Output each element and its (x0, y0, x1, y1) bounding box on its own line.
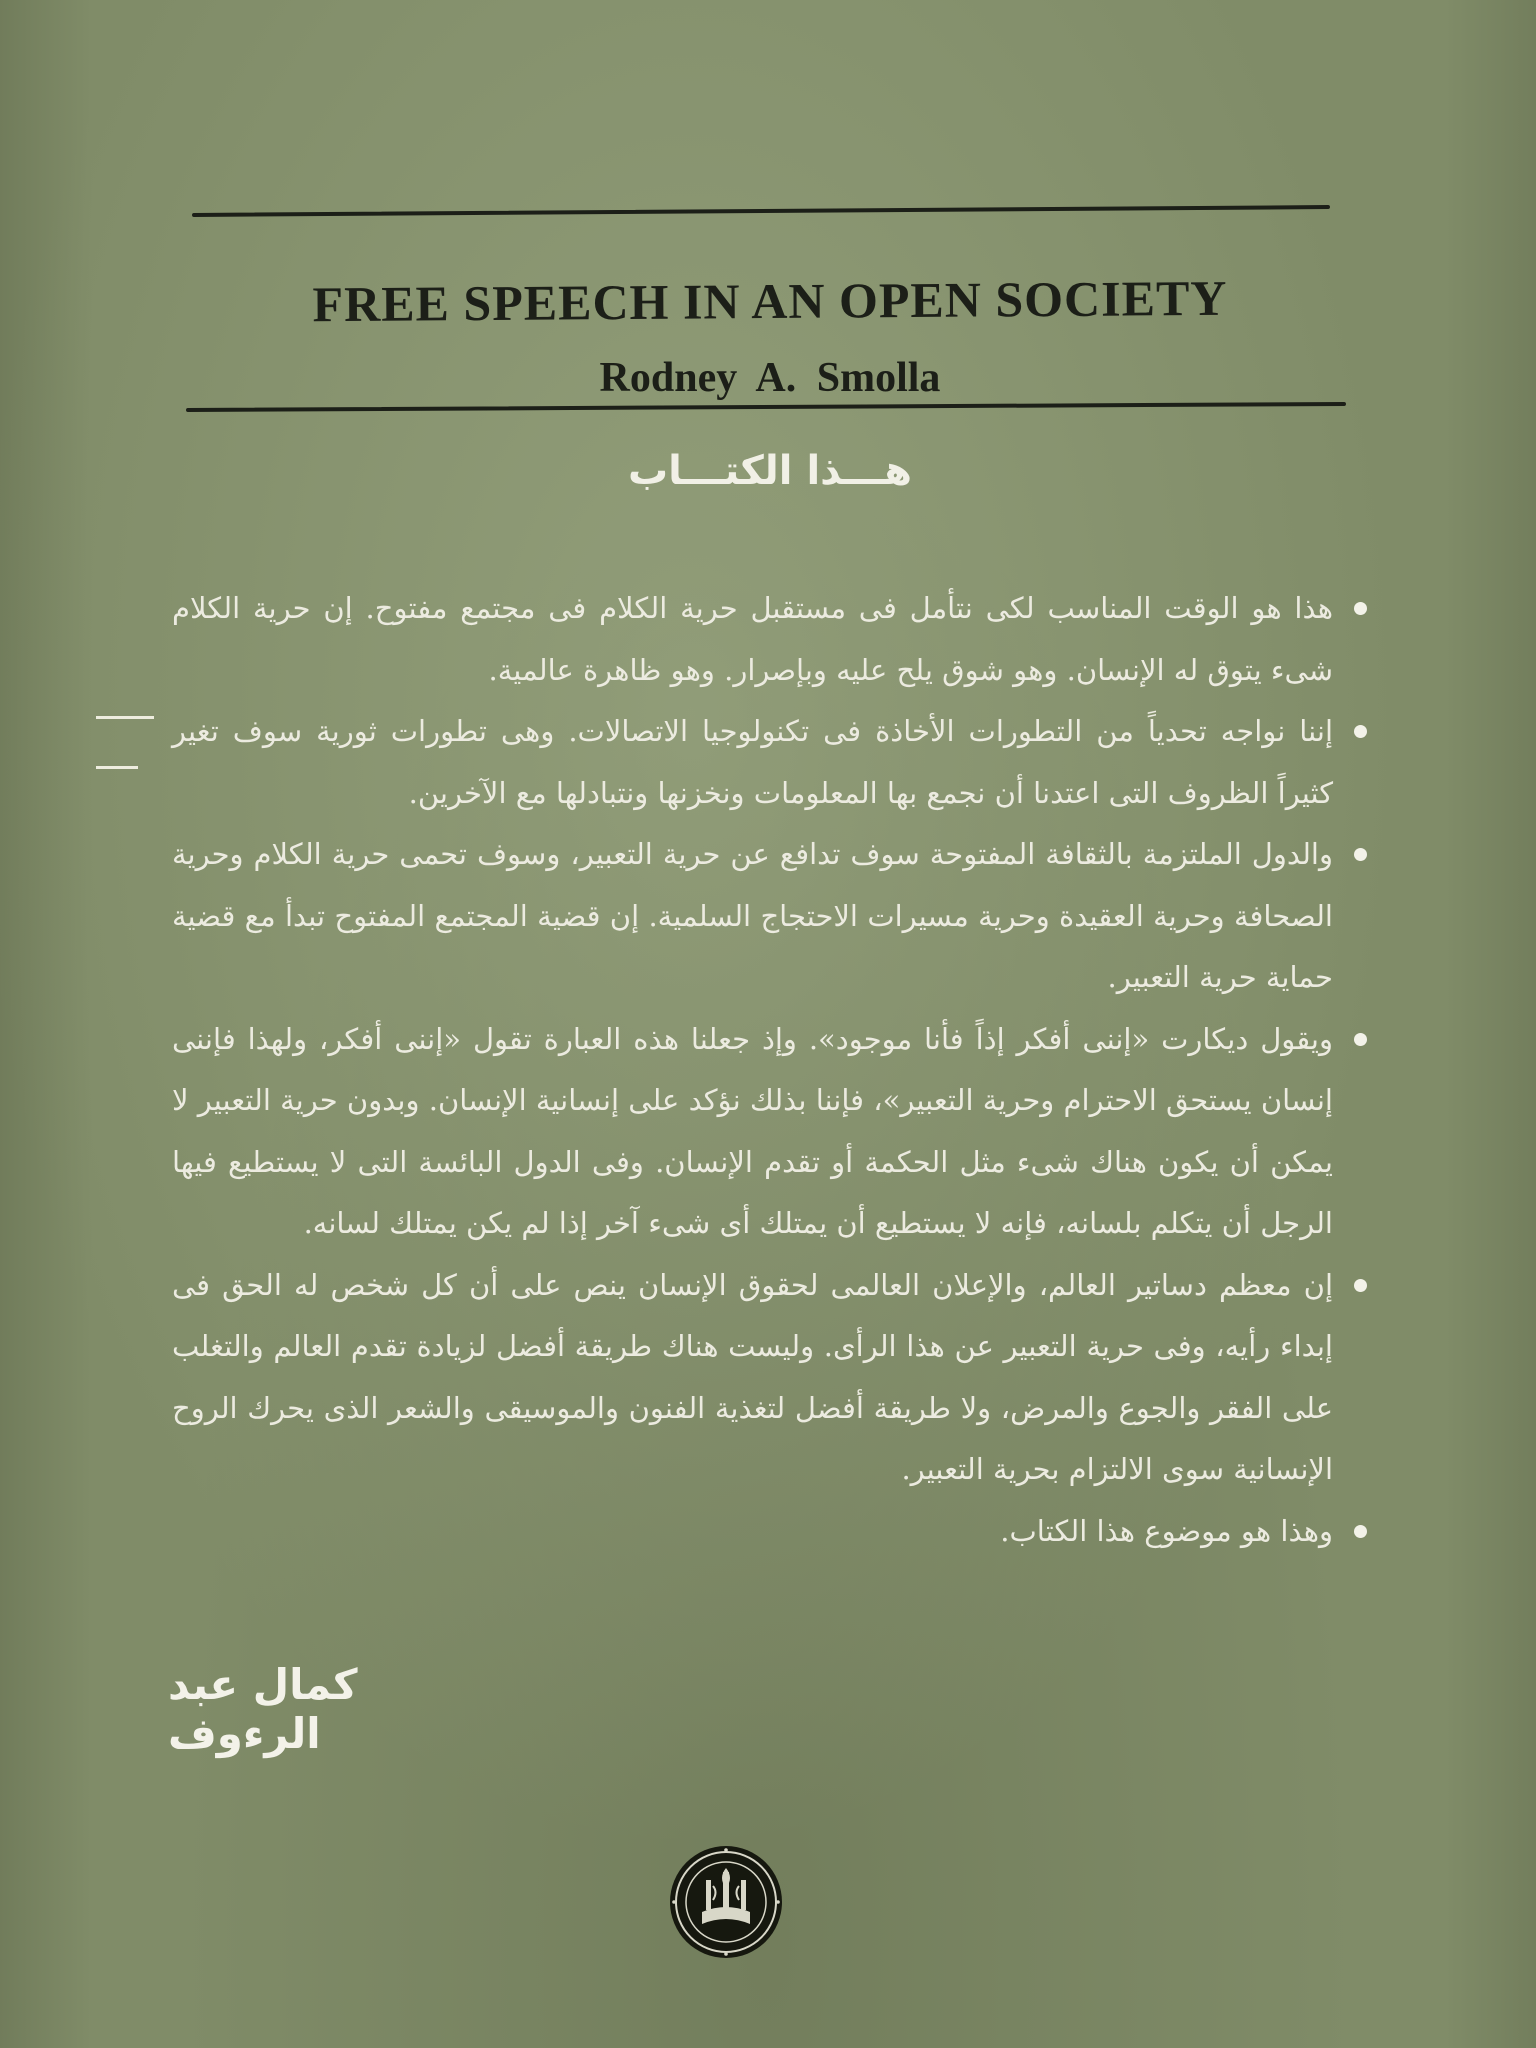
paragraph-text: والدول الملتزمة بالثقافة المفتوحة سوف تدافع عن حرية التعبير، وسوف تحمى حرية الكلام وحرية الصحافة وحرية العقيدة وحرية مسيرات الاحتجاج السلمية. إن قضية المجتمع المفتوح تبدأ مع قضية حماية حرية التعبير. (172, 837, 1333, 994)
paragraph-text: هذا هو الوقت المناسب لكى نتأمل فى مستقبل حرية الكلام فى مجتمع مفتوح. إن حرية الكلام شىء يتوق له الإنسان. وهو شوق يلح عليه وبإصرار. وهو ظاهرة عالمية. (172, 591, 1333, 687)
description-paragraph (172, 701, 1367, 824)
publisher-seal-icon (666, 1842, 786, 1962)
top-rule (192, 205, 1330, 217)
description-paragraph (172, 1009, 1367, 1255)
english-author: Rodney A. Smolla (599, 355, 941, 401)
margin-mark (96, 716, 154, 719)
margin-mark (96, 766, 138, 769)
bottom-rule (186, 402, 1346, 412)
description-paragraph (172, 578, 1367, 701)
english-title: FREE SPEECH IN AN OPEN SOCIETY (312, 269, 1228, 333)
description-paragraph (172, 1255, 1367, 1501)
description-body (172, 578, 1367, 1562)
bullet-icon (1354, 1033, 1367, 1046)
paragraph-text: ويقول ديكارت «إننى أفكر إذاً فأنا موجود». وإذ جعلنا هذه العبارة تقول «إننى أفكر، ولهذا فإننى إنسان يستحق الاحترام وحرية التعبير»، فإننا بذلك نؤكد على إنسانية الإنسان. وبدون حرية التعبير لا يمكن أن يكون هناك شىء مثل الحكمة أو تقدم الإنسان. وفى الدول البائسة التى لا يستطيع فيها الرجل أن يتكلم بلسانه، فإنه لا يستطيع أن يمتلك أى شىء آخر إذا لم يكن يمتلك لسانه. (172, 1021, 1333, 1240)
paragraph-text: إننا نواجه تحدياً من التطورات الأخاذة فى تكنولوجيا الاتصالات. وهى تطورات ثورية سوف تغير كثيراً الظروف التى اعتدنا أن نجمع بها المعلومات ونخزنها ونتبادلها مع الآخرين. (172, 714, 1333, 810)
bullet-icon (1354, 848, 1367, 861)
description-paragraph (172, 824, 1367, 1009)
arabic-heading: هـــذا الكتـــاب (627, 448, 913, 494)
bullet-icon (1354, 725, 1367, 738)
description-paragraph (172, 1501, 1367, 1563)
bullet-icon (1354, 1279, 1367, 1292)
translator-signature: كمال عبد الرءوف (168, 1660, 358, 1758)
bullet-icon (1354, 602, 1367, 615)
paragraph-text: وهذا هو موضوع هذا الكتاب. (1000, 1513, 1333, 1548)
paragraph-text: إن معظم دساتير العالم، والإعلان العالمى لحقوق الإنسان ينص على أن كل شخص له الحق فى إبداء رأيه، وفى حرية التعبير عن هذا الرأى. وليست هناك طريقة أفضل لزيادة تقدم العالم والتغلب على الفقر والجوع والمرض، ولا طريقة أفضل لتغذية الفنون والموسيقى والشعر الذى يحرك الروح الإنسانية سوى الالتزام بحرية التعبير. (172, 1267, 1333, 1486)
bullet-icon (1354, 1525, 1367, 1538)
